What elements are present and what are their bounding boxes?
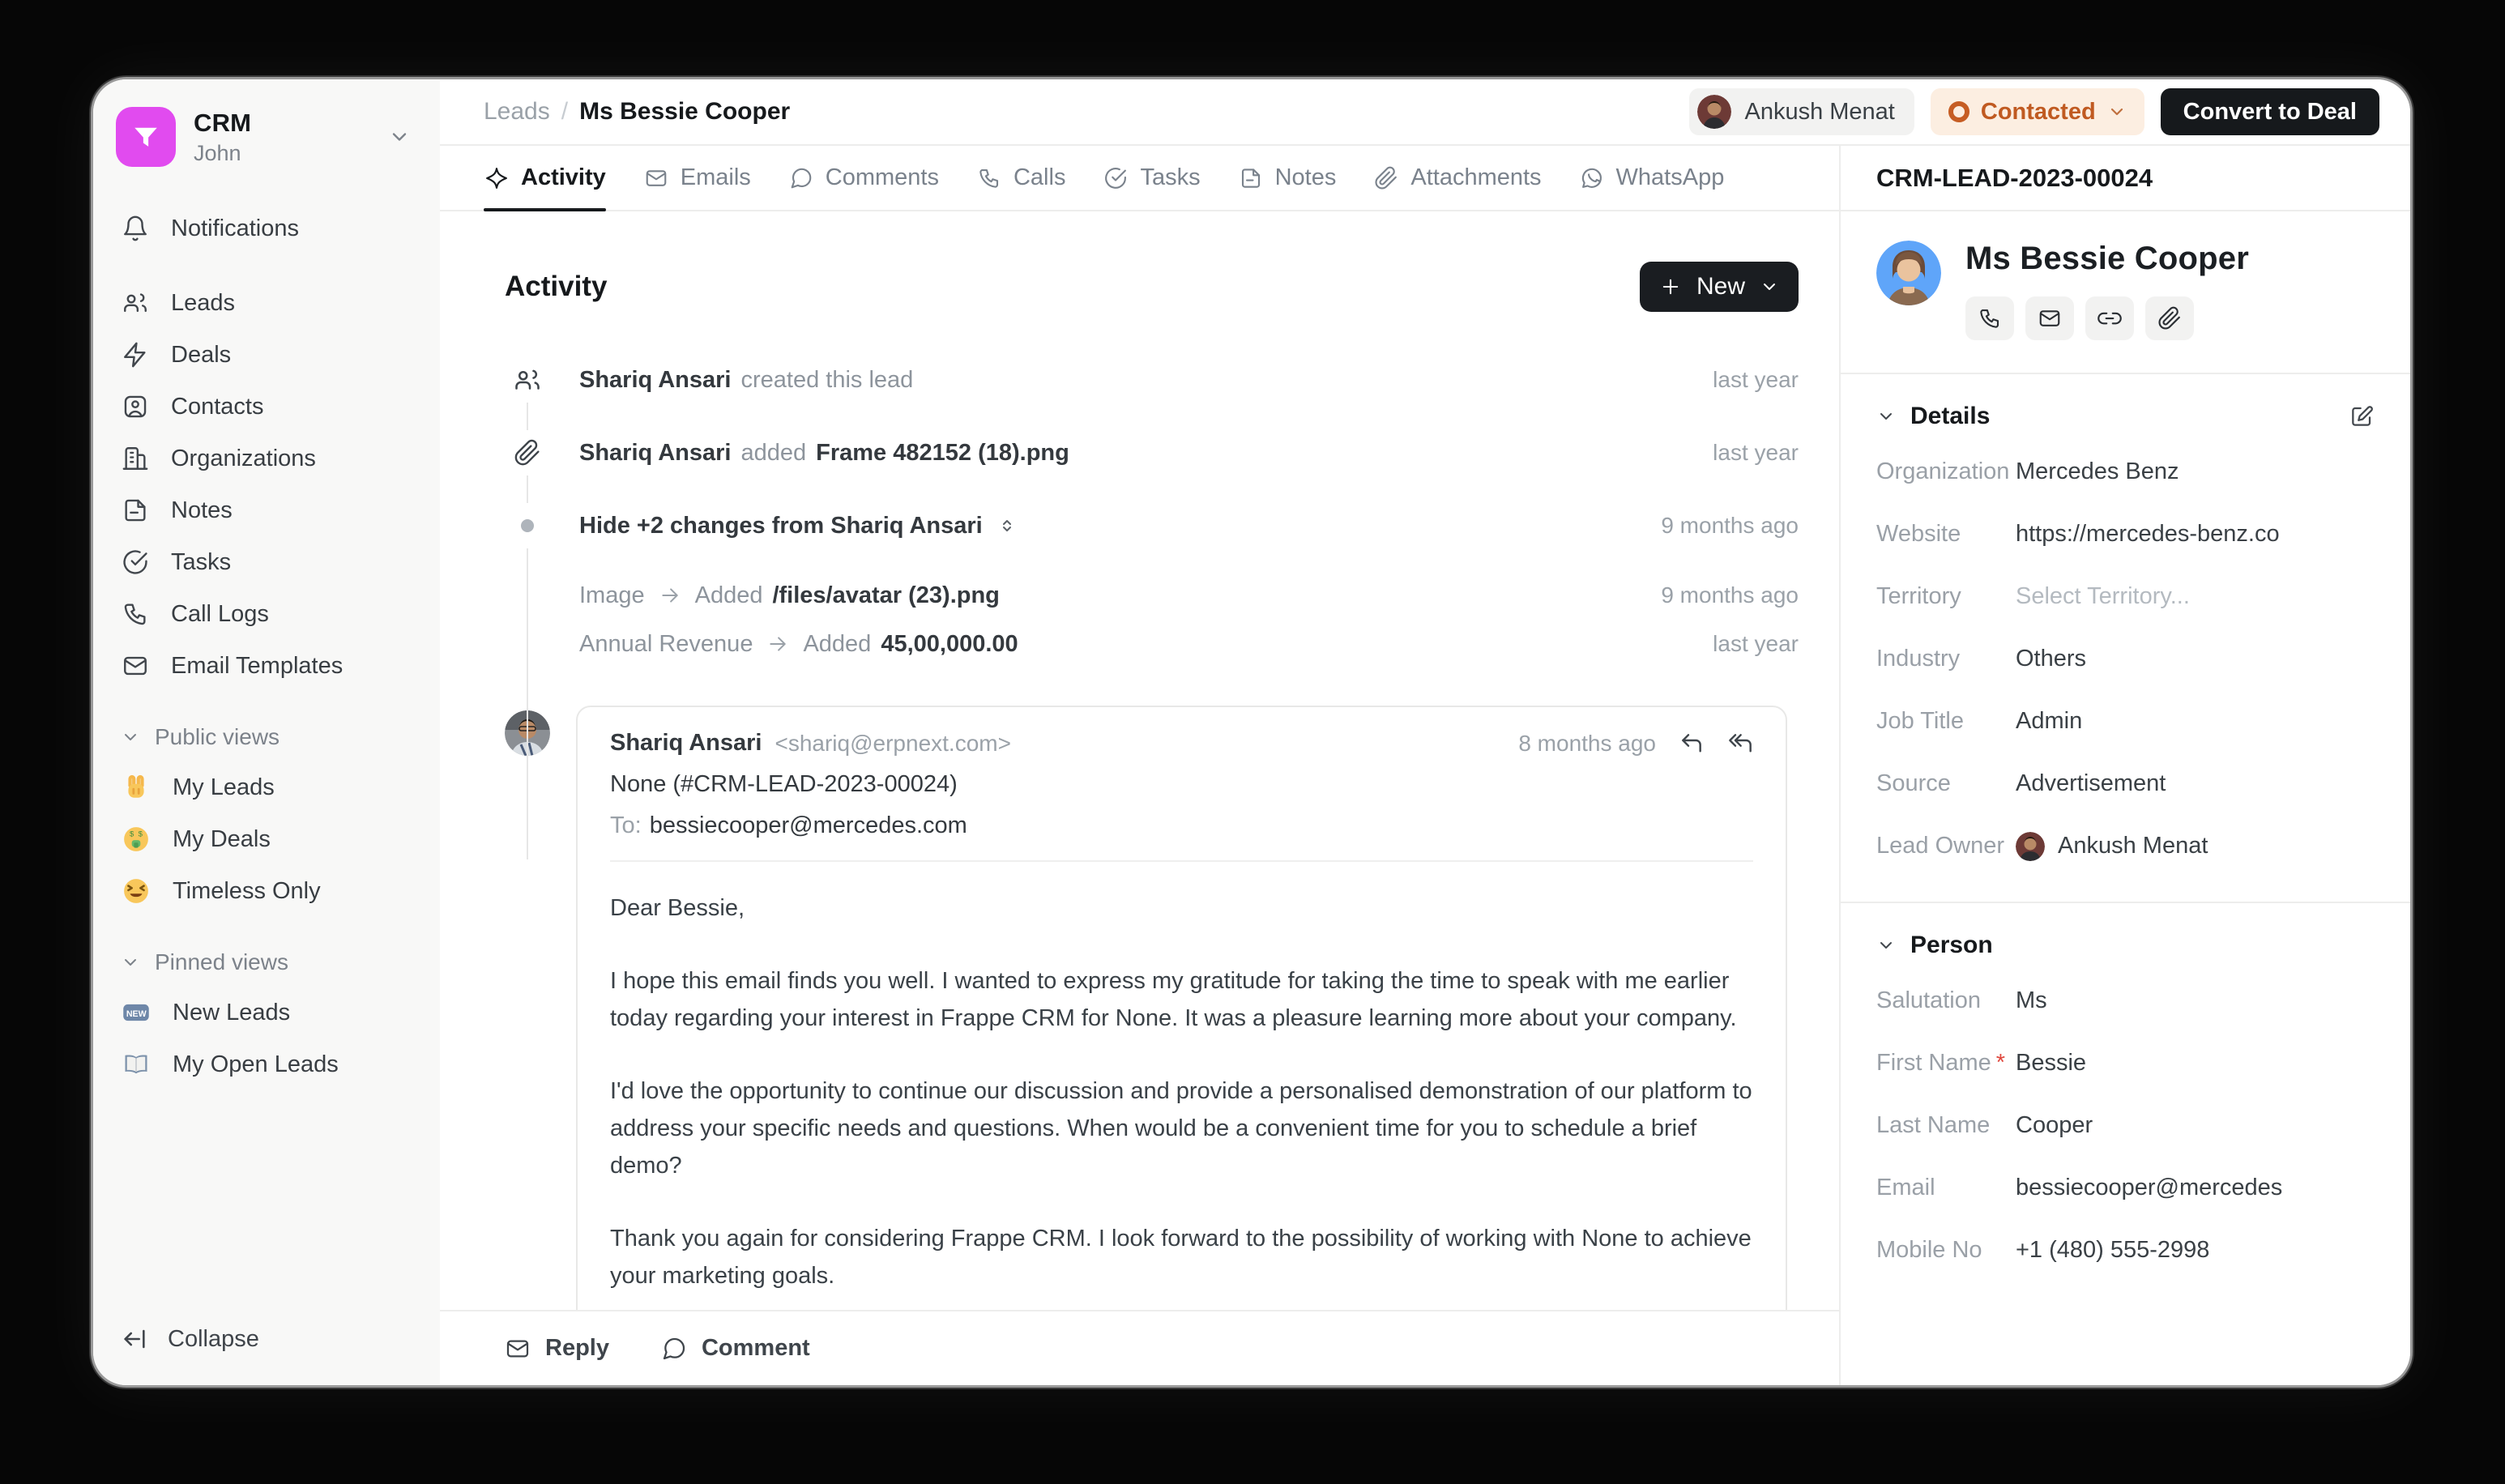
paperclip-icon: [1373, 165, 1399, 191]
chevron-down-icon: [121, 727, 140, 747]
person-section: Person Salutation Ms First Name * Bessie Last Name Cooper Email bessiecooper@mercedes Mobile No +1 (480) 555-2998: [1841, 902, 2410, 1306]
svg-text:$: $: [138, 829, 143, 839]
timestamp: last year: [1713, 440, 1799, 465]
chevron-down-icon[interactable]: [1876, 936, 1896, 955]
group-public-views[interactable]: Public views: [108, 713, 425, 761]
sidebar-item-call-logs[interactable]: Call Logs: [108, 588, 425, 640]
leads-icon: [121, 288, 150, 318]
required-asterisk: *: [1995, 1050, 2006, 1076]
tasks-icon: [121, 548, 150, 577]
chevron-down-icon: [2107, 102, 2127, 122]
reply-icon[interactable]: [1679, 731, 1705, 757]
territory-select[interactable]: Select Territory...: [2016, 583, 2190, 609]
workspace-switcher[interactable]: [108, 104, 425, 170]
tab-notes[interactable]: Notes: [1238, 146, 1337, 210]
chevron-down-icon: [121, 953, 140, 972]
email-body: Dear Bessie, I hope this email finds you well. I wanted to express my gratitude for taking the time to speak with me earlier today regarding your interest in Frappe CRM for None. It was a pleasure learning more about your company. I'd love the opportunity to continue our discussion and provide a personalised demonstration of our platform to address your specific needs and questions. When would be a convenient time for you to schedule a brief demo? Thank you again for considering Frappe CRM. I look forward to the possibility of working with None to achieve your marketing goals.: [610, 895, 1752, 1289]
reply-all-icon[interactable]: [1727, 731, 1753, 757]
tab-bar: [440, 146, 1839, 211]
composer-bar: [440, 1310, 1839, 1385]
activity-scroll-area[interactable]: [440, 211, 1839, 1310]
sidebar-item-timeless-only[interactable]: Timeless Only: [108, 865, 425, 917]
field-organization: Organization Mercedes Benz: [1876, 441, 2375, 503]
open-book-icon: [121, 1049, 151, 1080]
tab-tasks[interactable]: Tasks: [1103, 146, 1200, 210]
field-salutation: Salutation Ms: [1876, 970, 2375, 1032]
breadcrumb-current: Ms Bessie Cooper: [579, 98, 791, 125]
field-value[interactable]: Cooper: [2016, 1112, 2093, 1138]
topbar: [440, 79, 2410, 146]
field-value[interactable]: Ms: [2016, 987, 2047, 1013]
timestamp: last year: [1713, 631, 1799, 656]
activity-icon: [484, 165, 510, 191]
workspace-user: John: [194, 140, 241, 165]
chevron-down-icon: [1760, 277, 1779, 296]
sidebar-item-tasks[interactable]: Tasks: [108, 536, 425, 588]
field-mobile-no: Mobile No +1 (480) 555-2998: [1876, 1219, 2375, 1281]
tab-comments[interactable]: Comments: [788, 146, 939, 210]
edit-details-icon[interactable]: [2349, 403, 2375, 429]
activity-heading: Activity: [505, 271, 608, 302]
email-sender: Shariq Ansari: [610, 730, 762, 756]
chevron-up-down-icon[interactable]: [997, 516, 1017, 535]
chevron-down-icon[interactable]: [1876, 407, 1896, 426]
phone-icon: [976, 165, 1002, 191]
comment-bubble-icon: [661, 1336, 687, 1362]
field-value[interactable]: Advertisement: [2016, 770, 2166, 796]
field-email: Email bessiecooper@mercedes: [1876, 1157, 2375, 1219]
tab-activity[interactable]: Activity: [484, 146, 606, 210]
contacts-icon: [121, 392, 150, 421]
check-circle-icon: [1103, 165, 1129, 191]
file-icon: [1238, 165, 1264, 191]
crm-window: [91, 77, 2413, 1388]
activity-row-attachment: Shariq Ansari added Frame 482152 (18).png last year: [505, 427, 1799, 479]
email-activity: [505, 706, 1799, 1310]
comment-button[interactable]: Comment: [661, 1335, 810, 1362]
sign-of-horns-icon: [121, 772, 151, 803]
bell-icon: [121, 214, 150, 243]
notes-icon: [121, 496, 150, 525]
organizations-icon: [121, 444, 150, 473]
collapse-icon: [121, 1325, 148, 1353]
envelope-icon: [505, 1336, 531, 1362]
envelope-icon: [121, 651, 150, 680]
sidebar-item-deals[interactable]: Deals: [108, 329, 425, 381]
activity-row-image-change: Image Added /files/avatar (23).png 9 months ago: [579, 582, 1799, 608]
email-address: <shariq@erpnext.com>: [775, 730, 1011, 756]
field-industry: Industry Others: [1876, 628, 2375, 690]
plus-icon: [1659, 275, 1682, 298]
field-value[interactable]: Others: [2016, 646, 2087, 672]
field-value[interactable]: https://mercedes-benz.co: [2016, 521, 2280, 547]
user-group-icon: [505, 357, 550, 403]
email-card[interactable]: Shariq Ansari <shariq@erpnext.com> 8 months ago None (#CRM-LEAD-2023-00024) To: bessiecooper@mercedes.com Dear Bessie, I hope this email finds you well. I wanted to express my gratitude for taking the time to speak with me earlier today regarding your interest in Frappe CRM for None. It was a pleasure learning more about your company. I'd love the opportunity to continue our discussion and provide a personalised demonstration of our platform to address your specific needs and questions. When would be a convenient time for you to schedule a brief demo? Thank you again for considering Frappe CRM. I look forward to the possibility of working with None to achieve your marketing goals.: [576, 706, 1787, 1310]
phone-icon: [121, 599, 150, 629]
lead-owner-value[interactable]: Ankush Menat: [2016, 832, 2375, 861]
laughing-face-icon: [121, 876, 151, 906]
status-dot-icon: [1948, 101, 1969, 122]
email-button[interactable]: [2025, 296, 2074, 340]
sidebar-item-my-open-leads[interactable]: My Open Leads: [108, 1038, 425, 1090]
field-job-title: Job Title Admin: [1876, 690, 2375, 753]
lead-profile: [1841, 211, 2410, 374]
arrow-right-icon: [659, 585, 681, 606]
new-badge-icon: [121, 997, 151, 1028]
lead-id: CRM-LEAD-2023-00024: [1841, 146, 2410, 211]
tab-emails[interactable]: Emails: [643, 146, 751, 210]
activity-row-revenue-change: Annual Revenue Added 45,00,000.00 last year: [579, 630, 1799, 657]
sidebar-item-email-templates[interactable]: Email Templates: [108, 640, 425, 692]
tab-whatsapp[interactable]: WhatsApp: [1579, 146, 1725, 210]
svg-text:NEW: NEW: [126, 1009, 147, 1020]
field-source: Source Advertisement: [1876, 753, 2375, 815]
timestamp: last year: [1713, 367, 1799, 392]
sidebar-item-organizations[interactable]: Organizations: [108, 433, 425, 484]
tab-attachments[interactable]: Attachments: [1373, 146, 1541, 210]
breadcrumb: [484, 98, 1673, 126]
link-button[interactable]: [2085, 296, 2134, 340]
sidebar-item-leads[interactable]: Leads: [108, 277, 425, 329]
breadcrumb-separator: /: [561, 98, 569, 125]
deals-icon: [121, 340, 150, 369]
reply-button[interactable]: Reply: [505, 1335, 609, 1362]
attach-button[interactable]: [2145, 296, 2194, 340]
email-timestamp: 8 months ago: [1518, 730, 1656, 756]
tab-calls[interactable]: Calls: [976, 146, 1065, 210]
field-lead-owner: Lead Owner Ankush Menat: [1876, 815, 2375, 877]
field-value[interactable]: Mercedes Benz: [2016, 458, 2179, 484]
sidebar-item-my-leads[interactable]: My Leads: [108, 761, 425, 813]
svg-text:$: $: [130, 829, 134, 839]
convert-to-deal-button[interactable]: Convert to Deal: [2161, 88, 2379, 135]
collapse-sidebar-button[interactable]: Collapse: [108, 1325, 425, 1353]
sidebar-item-my-deals[interactable]: $ $ My Deals: [108, 813, 425, 865]
envelope-icon: [643, 165, 669, 191]
comment-bubble-icon: [788, 165, 814, 191]
field-value[interactable]: +1 (480) 555-2998: [2016, 1237, 2210, 1263]
lead-avatar[interactable]: [1876, 241, 1941, 305]
field-last-name: Last Name Cooper: [1876, 1094, 2375, 1157]
field-value[interactable]: Bessie: [2016, 1050, 2087, 1076]
assignee-pill[interactable]: [1689, 88, 1914, 135]
status-badge[interactable]: Contacted: [1931, 88, 2144, 135]
sidebar-item-new-leads[interactable]: NEW New Leads: [108, 987, 425, 1038]
details-section: Details Organization Mercedes Benz Website https://mercedes-benz.co Territory Select Territory... Industry Others Job Title Admin Source Advertisement Lead Owner Ankush Menat: [1841, 374, 2410, 902]
breadcrumb-leads-link[interactable]: Leads: [484, 98, 550, 125]
email-recipient: bessiecooper@mercedes.com: [649, 812, 967, 838]
paperclip-icon: [505, 430, 550, 475]
activity-row-changes: Hide +2 changes from Shariq Ansari 9 months ago: [505, 500, 1799, 552]
group-pinned-views[interactable]: Pinned views: [108, 938, 425, 987]
field-territory: Territory Select Territory...: [1876, 565, 2375, 628]
activity-row-created: Shariq Ansari created this lead last year: [505, 354, 1799, 406]
app-title: CRM: [194, 108, 252, 137]
main-area: [440, 146, 1839, 1385]
new-button[interactable]: New: [1640, 262, 1799, 312]
timestamp: 9 months ago: [1661, 513, 1799, 538]
lead-side-panel: [1839, 146, 2410, 1385]
owner-avatar: [2016, 832, 2045, 861]
chevron-down-icon: [388, 126, 411, 148]
whatsapp-icon: [1579, 165, 1605, 191]
money-mouth-face-icon: [121, 824, 151, 855]
field-website: Website https://mercedes-benz.co: [1876, 503, 2375, 565]
field-value[interactable]: Admin: [2016, 708, 2083, 734]
assignee-name: Ankush Menat: [1744, 98, 1895, 125]
sidebar: [93, 79, 440, 1385]
sidebar-item-contacts[interactable]: Contacts: [108, 381, 425, 433]
sidebar-item-notifications[interactable]: Notifications: [108, 203, 425, 254]
sidebar-item-notes[interactable]: Notes: [108, 484, 425, 536]
crm-logo-icon: [116, 107, 176, 167]
timestamp: 9 months ago: [1661, 582, 1799, 608]
field-value[interactable]: bessiecooper@mercedes: [2016, 1175, 2283, 1200]
email-subject: None (#CRM-LEAD-2023-00024): [610, 771, 958, 797]
call-button[interactable]: [1965, 296, 2014, 340]
dot-icon: [505, 503, 550, 548]
field-first-name: First Name * Bessie: [1876, 1032, 2375, 1094]
assignee-avatar: [1697, 95, 1731, 129]
arrow-right-icon: [767, 633, 788, 655]
lead-name: Ms Bessie Cooper: [1965, 241, 2249, 276]
